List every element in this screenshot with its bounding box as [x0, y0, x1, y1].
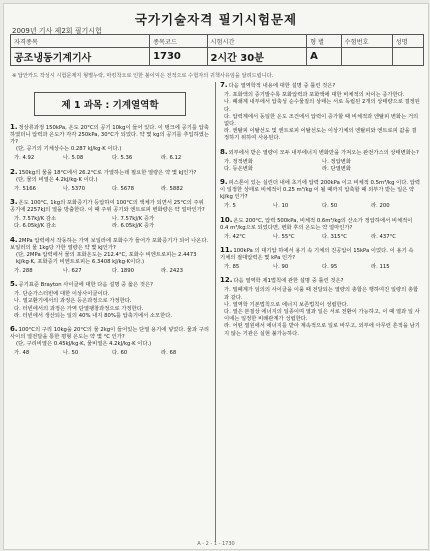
answer-option[interactable]: 다. 60: [112, 350, 128, 357]
question-body: 온도 200°C, 압력 500kPa, 비체적 0.6m³/kg의 산소가 정압하에서 비체적이 0.4 m³/kg으로 되었다면, 변화 후의 온도는 약 얼마인가?: [220, 217, 413, 231]
option-list: [220, 287, 420, 337]
answer-option[interactable]: 나. 55°C: [273, 233, 295, 240]
answer-option[interactable]: 라. 6.12: [161, 155, 182, 162]
answer-option[interactable]: 나. 90: [273, 264, 289, 271]
answer-option[interactable]: 가. 288: [14, 267, 33, 274]
answer-option[interactable]: 가. 포화액의 증기발수록 포화압력과 포화액에 대한 비체적의 차이는 증가한다.: [224, 92, 405, 99]
answer-option[interactable]: 다. 터빈에서의 과정은 가역 단열팽창과정으로 가정한다.: [14, 305, 144, 312]
answer-option[interactable]: 가. 5166: [14, 185, 36, 192]
answer-option[interactable]: 가. 4.92: [14, 155, 35, 162]
answer-option[interactable]: 다. 6.05kJ/K 감소: [14, 223, 57, 230]
question-note: (단, 2MPa 압력에서 물의 포화온도는 212.4°C, 포화수 비엔트로피는 2.4473 kJ/kg·K, 포화증기 비엔트로피는 6.3408 kJ/kg·K이다.): [16, 251, 197, 265]
exam-page: [3, 3, 429, 550]
question-note: (단, 공기의 기체상수는 0.287 kJ/kg·K 이다.): [16, 146, 122, 153]
question: [10, 169, 210, 193]
answer-option[interactable]: 가. 48: [14, 350, 30, 357]
question: [10, 124, 210, 163]
type-value: A: [307, 48, 342, 66]
question-number: 4.: [10, 235, 18, 244]
question-body: 100kPa 의 대기압 하에서 용기 속 기체의 진공압이 15kPa 이었다. 이 용기 속 기체의 절대압력은 몇 kPa 인가?: [220, 247, 414, 261]
answer-option[interactable]: 다. 5.36: [112, 155, 133, 162]
option-list: [10, 291, 210, 320]
question: [220, 217, 420, 241]
option-list: [220, 92, 420, 142]
page-footer: A - 2 - 1 - 1730: [197, 541, 235, 547]
left-column: [10, 82, 210, 542]
answer-option[interactable]: 다. 5678: [112, 185, 134, 192]
question-body: 정상류과정 150kPa, 온도 20°C의 공기 10kg이 들어 있다. 이 탱크에 공기를 압축하였더니 압력과 온도가 각각 250kPa, 30°C가 되었다. 약 몇 kg의 공기를 추입하였는가?: [10, 125, 209, 146]
type-label: 형 별: [307, 35, 342, 48]
subject-title: 제 1 과목 : 기계열역학: [34, 92, 186, 116]
answer-option[interactable]: 다. 315°C: [322, 233, 347, 240]
question-text: [10, 281, 210, 289]
answer-option[interactable]: 다. 1890: [112, 267, 134, 274]
question-number: 5.: [10, 280, 18, 289]
question-number: 9.: [220, 178, 228, 187]
answer-option[interactable]: 다. 압력계에서 동일한 온도 조건에서 압력이 증가할 때 비체적과 엔탈피 변화는 거의 없다.: [224, 113, 419, 127]
question: [220, 149, 420, 174]
question-body: 공기표준 Brayton 사이클에 대한 다음 설명 중 옳은 것은?: [18, 282, 153, 289]
answer-option[interactable]: 나. 폐쇄계 내부에서 압축성 순수물질의 상태는 서로 독립된 2개의 상태량으로 결정된다.: [224, 99, 420, 113]
answer-option[interactable]: 다. 50: [322, 203, 338, 210]
answer-option[interactable]: 라. 115: [371, 264, 390, 271]
answer-option[interactable]: 다. 열은 본질상 에너지의 일종이며 열과 일은 서로 전환이 가능하고, 이 때 열과 일 사이에는 일정한 비례관계가 성립한다.: [224, 308, 420, 323]
option-list: [220, 234, 420, 241]
code-label: 종목코드: [150, 35, 207, 48]
question-number: 3.: [10, 197, 18, 206]
question-number: 2.: [10, 167, 18, 176]
name-box[interactable]: [392, 48, 423, 66]
question-text: [220, 277, 420, 285]
question-text: [10, 237, 210, 252]
option-list: [220, 264, 420, 271]
answer-option[interactable]: 다. 95: [322, 264, 338, 271]
question: [10, 326, 210, 357]
question-text: [220, 82, 420, 90]
answer-option[interactable]: 라. 6.05kJ/K 증가: [112, 223, 155, 230]
answer-option[interactable]: 가. 정적변화: [224, 158, 253, 165]
question-number: 12.: [220, 276, 233, 285]
answer-option[interactable]: 나. 10: [273, 203, 289, 210]
question-body: 100°C의 구리 10kg을 20°C의 물 2kg이 들어있는 단열 용기에 넣었다. 물과 구리 사이의 열전달을 통한 평형 온도는 약 몇 °C 인가?: [10, 327, 209, 341]
answer-option[interactable]: 가. 밀폐계가 임의의 사이클을 이룰 때 전달되는 열량의 총합은 행하여진 일량의 총합과 같다.: [224, 287, 419, 301]
column-divider: [215, 82, 216, 542]
code-value: 1730: [150, 48, 207, 66]
answer-option[interactable]: 가. 85: [224, 264, 240, 271]
answer-option[interactable]: 라. 엔탈피 이탈선도 및 엔트로피 이탈선도는 이상기체의 엔탈피와 엔트로피 값을 결정하기 위하여 사용된다.: [224, 128, 417, 142]
answer-option[interactable]: 가. 5: [224, 203, 236, 210]
notice-text: ※ 답안카드 작성시 시험문제지 형별누락, 마킹착오로 인한 불이익은 전적으로 수험자의 귀책사유임을 알려드립니다.: [12, 73, 274, 79]
answer-option[interactable]: 나. 627: [63, 267, 82, 274]
questions-right: [220, 82, 420, 338]
answer-option[interactable]: 나. 7.57kJ/K 증가: [112, 216, 155, 223]
option-list: [10, 186, 210, 193]
option-list: [10, 350, 210, 357]
question-body: 2MPa 압력에서 작동하는 가역 보일러에 포화수가 들어가 포화증기가 되어 나온다. 보일러의 물 1kg당 가한 열량은 약 몇 kJ인가?: [10, 237, 209, 251]
exam-title: 국가기술자격 필기시험문제: [134, 12, 298, 27]
answer-option[interactable]: 나. 열역학 기본법칙으로 에너지 보존법칙이 성립한다.: [224, 301, 349, 308]
question-body: 다음 열역학적 내용에 대한 설명 중 틀린 것은?: [228, 83, 336, 89]
option-list: [220, 159, 420, 173]
right-column: [220, 82, 420, 542]
answer-option[interactable]: 라. 68: [161, 350, 177, 357]
question: [220, 179, 420, 210]
answer-option[interactable]: 라. 어떤 열원에서 에너지를 받아 계속적으로 일로 바꾸고, 외부에 아무런 흔적을 남기지 않는 기관은 실현 불가능하다.: [224, 323, 420, 337]
question-note: (단, 구리비열은 0.45kJ/kg·K, 물비열은 4.2kJ/kg·K 이다.): [16, 341, 152, 348]
answer-option[interactable]: 다. 등온변화: [224, 165, 253, 172]
question: [220, 82, 420, 143]
answer-option[interactable]: 라. 터빈에서 생산되는 일의 40% 내지 80%를 압축기에서 소모한다.: [14, 312, 173, 319]
answer-option[interactable]: 라. 200: [371, 203, 390, 210]
answer-option[interactable]: 라. 437°C: [371, 233, 396, 240]
field-label: 자격종목: [11, 35, 150, 48]
question-body: 온도 100°C, 1kg의 포화증기가 등압하여 100°C의 액체가 되면서 25°C의 주위 공기에 2257kJ의 열을 방출한다. 이 때 주위 공기와 엔트로피 변화량은 약 얼마인가?: [10, 199, 205, 214]
answer-option[interactable]: 라. 5882: [161, 185, 183, 192]
answer-option[interactable]: 라. 2423: [161, 267, 183, 274]
question-body: 피스톤이 있는 실린더 내에 초기에 압력 200kPa 이고 비체적 0.5m³/kg 이다. 압력이 일정한 상태로 비체적이 0.25 m³/kg 이 될 때까지 압축할 때 외부가 받는 일은 약 kJ/kg 인가?: [220, 180, 420, 201]
answer-option[interactable]: 가. 7.57kJ/K 감소: [14, 216, 57, 223]
question-text: [220, 247, 420, 262]
question: [10, 281, 210, 320]
question-number: 10.: [220, 215, 233, 224]
exam-no-box[interactable]: [341, 48, 392, 66]
question-body: 다음 열역학 제1법칙에 관한 설명 중 틀린 것은?: [233, 278, 344, 285]
option-list: [10, 155, 210, 162]
answer-option[interactable]: 나. 정압변화: [322, 158, 351, 165]
time-value: 2시간 30분: [207, 48, 307, 66]
question: [10, 199, 210, 231]
answer-option[interactable]: 라. 단열변화: [322, 165, 351, 172]
header-table: [10, 34, 424, 66]
answer-option[interactable]: 나. 5.08: [63, 155, 84, 162]
option-list: [10, 268, 210, 275]
question-body: 150kg의 물을 18°C에서 26.2°C로 가열하는데 필요한 열량은 약 몇 kJ인가?: [18, 169, 197, 176]
question-number: 1.: [10, 123, 18, 131]
exam-no-label: 수험번호: [341, 35, 392, 48]
question-text: [220, 149, 420, 157]
question-note: (단, 물의 비열은 4.2kJ/kg·K 이다.): [16, 176, 98, 183]
question-number: 7.: [220, 82, 228, 89]
name-label: 성명: [392, 35, 423, 48]
question: [220, 277, 420, 338]
question-text: [220, 179, 420, 201]
question-text: [10, 326, 210, 341]
question-text: [10, 124, 210, 146]
field-value: 공조냉동기계기사: [11, 48, 150, 66]
answer-option[interactable]: 나. 50: [63, 350, 79, 357]
option-list: [220, 203, 420, 210]
question-body: 외부에서 받은 열량이 모두 내부에너지 변화만을 가져오는 완전가스의 상태변화는?: [228, 149, 419, 156]
question-text: [220, 217, 420, 232]
option-list: [10, 216, 210, 230]
question: [220, 247, 420, 271]
questions-left: [10, 124, 210, 358]
question-text: [10, 169, 210, 177]
answer-option[interactable]: 가. 단순가스터빈에 대한 이상사이클이다.: [14, 291, 110, 298]
question-text: [10, 199, 210, 214]
time-label: 시험시간: [207, 35, 307, 48]
answer-option[interactable]: 가. 42°C: [224, 233, 246, 240]
question-number: 6.: [10, 325, 18, 334]
answer-option[interactable]: 나. 열교환기에서의 과정은 등온과정으로 가정한다.: [14, 298, 132, 305]
exam-session: 2009년 기사 제2회 필기시험: [12, 27, 102, 35]
answer-option[interactable]: 나. 5370: [63, 185, 85, 192]
question: [10, 237, 210, 276]
question-number: 8.: [220, 147, 228, 156]
question-number: 11.: [220, 245, 233, 254]
